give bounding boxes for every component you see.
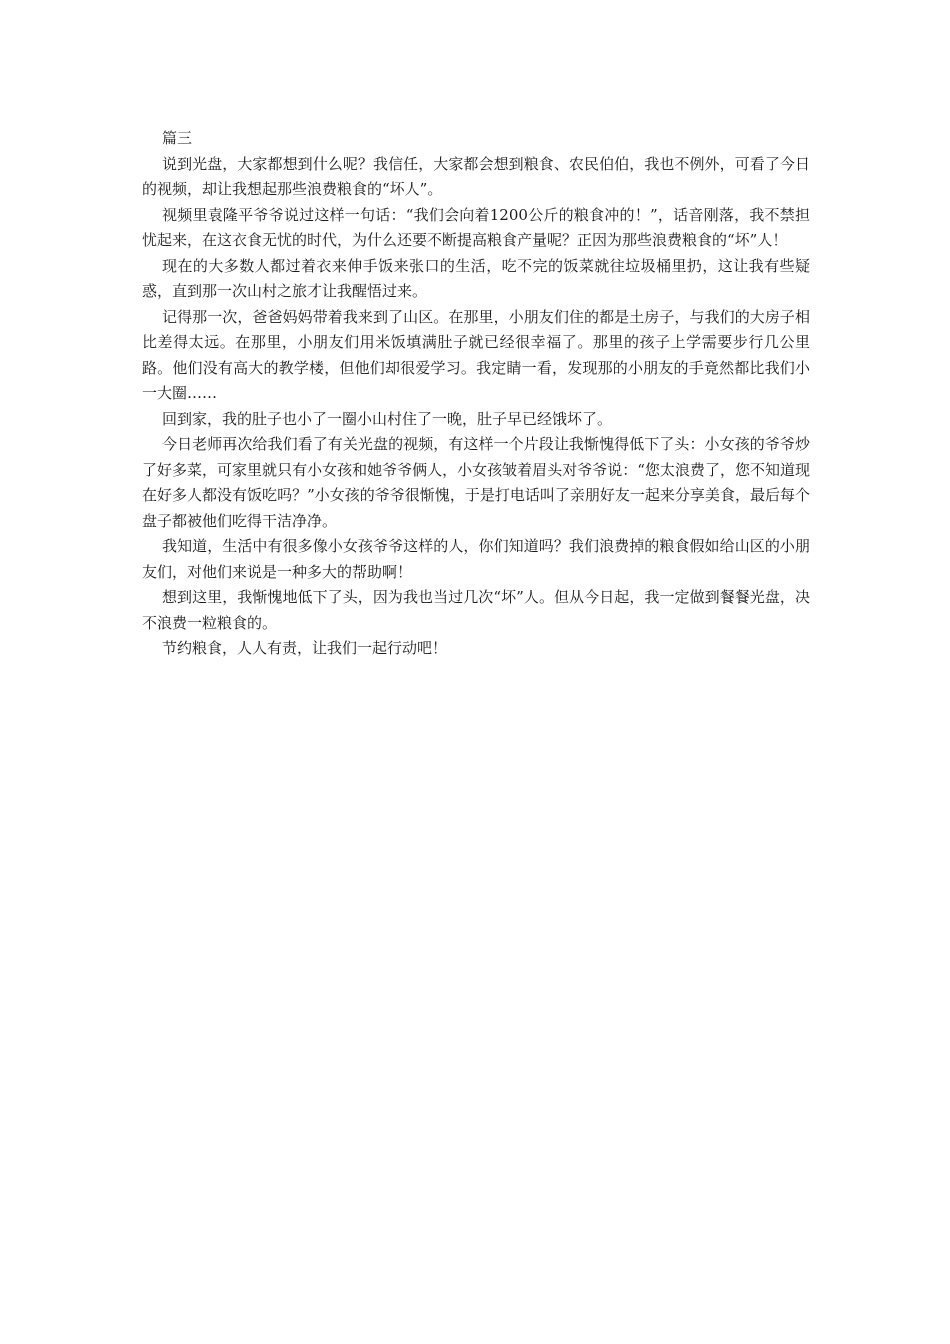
paragraph-2: 视频里袁隆平爷爷说过这样一句话：“我们会向着1200公斤的粮食冲的！”，话音刚落，我不禁担忧起来，在这衣食无忧的时代，为什么还要不断提高粮食产量呢？正因为那些浪费粮食的“坏”人！ <box>142 205 810 249</box>
paragraph-8: 想到这里，我惭愧地低下了头，因为我也当过几次“坏”人。但从今日起，我一定做到餐餐光盘，决不浪费一粒粮食的。 <box>142 588 810 632</box>
paragraph-4: 记得那一次，爸爸妈妈带着我来到了山区。在那里，小朋友们住的都是土房子，与我们的大房子相比差得太远。在那里，小朋友们用米饭填满肚子就已经很幸福了。那里的孩子上学需要步行几公里路。他们没有高大的教学楼，但他们却很爱学习。我定睛一看，发现那的小朋友的手竟然都比我们小一大圈…… <box>142 307 810 402</box>
section-heading: 篇三 <box>162 129 193 147</box>
paragraph-1: 说到光盘，大家都想到什么呢？我信任，大家都会想到粮食、农民伯伯，我也不例外，可看了今日的视频，却让我想起那些浪费粮食的“坏人”。 <box>142 154 810 198</box>
paragraph-7: 我知道，生活中有很多像小女孩爷爷这样的人，你们知道吗？我们浪费掉的粮食假如给山区的小朋友们，对他们来说是一种多大的帮助啊！ <box>142 537 810 581</box>
paragraph-6: 今日老师再次给我们看了有关光盘的视频，有这样一个片段让我惭愧得低下了头：小女孩的爷爷炒了好多菜，可家里就只有小女孩和她爷爷俩人，小女孩皱着眉头对爷爷说：“您太浪费了，您不知道现在好多人都没有饭吃吗？”小女孩的爷爷很惭愧，于是打电话叫了亲朋好友一起来分享美食，最后每个盘子都被他们吃得干洁净净。 <box>142 435 810 530</box>
paragraph-9: 节约粮食，人人有责，让我们一起行动吧！ <box>162 639 448 657</box>
document-body <box>142 126 810 662</box>
paragraph-3: 现在的大多数人都过着衣来伸手饭来张口的生活，吃不完的饭菜就往垃圾桶里扔，这让我有些疑惑，直到那一次山村之旅才让我醒悟过来。 <box>142 256 810 300</box>
paragraph-5: 回到家，我的肚子也小了一圈小山村住了一晚，肚子早已经饿坏了。 <box>162 409 613 428</box>
